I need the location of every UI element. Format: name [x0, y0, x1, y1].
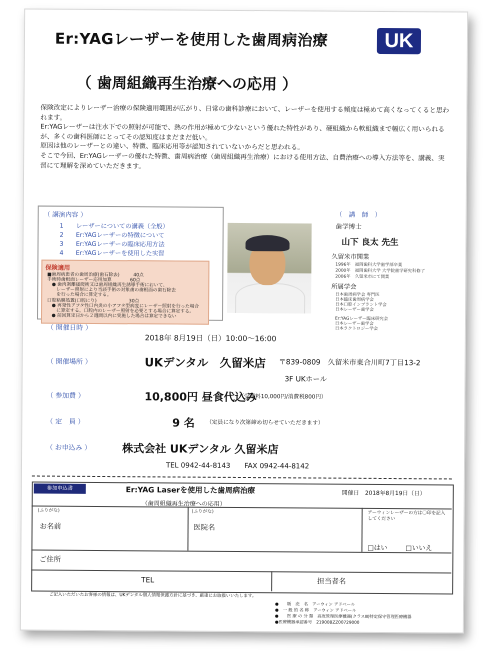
apply-label: （ お申込み ）: [46, 443, 92, 452]
lecturer-heading: （ 講 師 ）: [335, 210, 382, 219]
insurance-line: 口腔粘膜処置(口腔にり) 30点: [47, 298, 140, 305]
career-line: 2006年 久留米市にて開業: [335, 274, 390, 281]
application-form: [31, 482, 454, 595]
cut-line: [32, 476, 452, 480]
career-line: 2000年 福岡歯科大学 大学院歯学研究科修了: [335, 268, 426, 275]
capacity-note: （定員になり次第締め切らせていただきます）: [206, 419, 324, 427]
form-divider: [271, 571, 272, 591]
form-title: Er:YAG Laserを使用した歯周病治療: [125, 485, 256, 496]
insurance-line: 手術時歯根面レーザー応用加算 60点: [47, 277, 141, 284]
lecturer-degree: 歯学博士: [335, 222, 362, 231]
staff-field[interactable]: 担当者名: [317, 576, 346, 586]
course-heading: （ 講演内容 ）: [43, 210, 87, 219]
insurance-line: を行った場合に算定する。: [47, 292, 112, 299]
device-info: ● 販 売 名 アーウィン アドベール: [275, 601, 355, 607]
career-heading: 久留米市開業: [331, 253, 370, 261]
option-yes-checkbox[interactable]: □はい: [367, 543, 388, 553]
society-line: 日本ラクトロジー学会: [334, 326, 378, 332]
form-badge: 参加申込書: [34, 484, 86, 494]
name-field[interactable]: お名前: [39, 521, 62, 531]
insurance-line: ■歯周病患者の歯周治療(歯石除去) 40点: [47, 272, 144, 279]
kana-label: (ふりがな): [191, 509, 214, 515]
intro-paragraph: そこで今回、Er:YAGレーザーの優れた特徴、歯周病治療（歯周組織再生治療）における使用方法、自費治療への導入方法等を、講義、実習にて理解を深めていただきます。: [40, 151, 445, 170]
flyer-page: [20, 8, 468, 633]
laser-question: アーウィンレーザーの方は〇印を記入してください: [367, 510, 446, 523]
venue-label: （ 開催場所 ）: [46, 357, 92, 366]
insurance-line: ● 歯肉剥離搔爬術又は歯周組織再生誘導手術において、: [47, 282, 168, 289]
device-info: ● 一 般 的 名 称 アーウィン アドベール: [274, 607, 357, 613]
date-label: （ 開催日時 ）: [46, 323, 93, 332]
venue-address: 〒839-0809 久留米市東合川町7丁目13-2: [278, 357, 421, 368]
course-item: 2 Er:YAGレーザーの特徴について: [59, 231, 165, 240]
fee-label: （ 参加費 ）: [46, 391, 85, 400]
intro-paragraph: 保険改定によりレーザー治療の保険適用範囲が広がり、日常の歯科診療において、レーザーを使用する頻度は極めて高くなってくると思われます。: [40, 103, 450, 122]
device-info: ●医療機器承認番号 21900BZZ00729000: [274, 619, 360, 625]
event-date: 2018年 8月19日（日）10:00～16:00: [144, 333, 277, 344]
insurance-line: に算定する。口腔内のレーザー照射を必要とする場合に算定する。: [47, 308, 195, 315]
insurance-line: ● 再発性アフタ性口内炎の小アフタ型病変にレーザー照射を行った場合: [47, 303, 199, 310]
insurance-line: ● 前回算定日から２週間以内に実施した場合は算定できない: [47, 313, 177, 320]
lecturer-name: 山下 良太 先生: [341, 237, 399, 249]
uk-logo: UK: [377, 28, 421, 54]
organizer-name: 株式会社 UKデンタル 久留米店: [122, 442, 279, 457]
society-line: 日本口腔インプラント学会: [335, 302, 387, 308]
fee-note: （受講料10,000円/消費税800円）: [238, 393, 327, 401]
course-item: 1 レーザーについての講義（全般）: [59, 222, 169, 231]
career-line: 1996年 福岡歯科大学歯学部卒業: [335, 262, 403, 269]
society-line: Er:YAGレーザー臨床研究会: [334, 316, 389, 323]
flyer-subtitle: （ 歯周組織再生治療への応用 ）: [76, 73, 298, 94]
lecturer-photo: [227, 223, 312, 314]
flyer-title: Er:YAGレーザーを使用した歯周病治療: [54, 29, 329, 50]
intro-text: [40, 104, 450, 174]
form-date: 開催日 2018年8月19日（日）: [341, 490, 426, 498]
society-line: 日本レーザー歯学会: [334, 321, 374, 327]
insurance-heading: 保険適用: [45, 264, 71, 272]
option-no-checkbox[interactable]: □いいえ: [405, 544, 433, 553]
society-heading: 所属学会: [331, 283, 357, 291]
capacity-label: （ 定 員 ）: [46, 417, 85, 426]
event-venue: UKデンタル 久留米店: [144, 355, 266, 371]
venue-hall: 3F UKホール: [284, 374, 328, 384]
kana-label: (ふりがな): [37, 508, 60, 514]
intro-paragraph: 原因は他のレーザーとの違い、特徴、臨床応用等が認知されていないからだと思われる。: [40, 141, 304, 152]
event-capacity: 9 名: [172, 416, 195, 430]
tel-field[interactable]: TEL: [141, 575, 155, 585]
society-line: 日本臨床歯周病学会: [335, 297, 374, 303]
address-field[interactable]: ご住所: [39, 554, 61, 564]
society-line: 日本レーザー歯学会: [335, 307, 374, 313]
event-fee: 10,800円 昼食代込み: [144, 390, 257, 405]
course-item: 3 Er:YAGレーザーの臨床応用方法: [59, 240, 165, 249]
course-item: 4 Er:YAGレーザーを使用した实習: [59, 249, 165, 258]
form-subtitle: （歯周組織再生治療への応用）: [141, 500, 226, 508]
privacy-note: ご記入いただいたお客様の情報は、UKデンタル個人情報保護方針に基づき、厳重にお取扱いいたします。: [49, 592, 257, 600]
society-line: 日本歯周病学会 専門医: [335, 292, 380, 298]
organizer-contact: TEL 0942-44-8143 FAX 0942-44-8142: [165, 461, 310, 471]
device-info: ● 医 療 の 分 類 高度管理医療機器(クラスⅢ)特定保守管理医療機器: [274, 613, 412, 620]
intro-paragraph: Er:YAGレーザーは注水下での照射が可能で、熱の作用が極めて少ないという優れた特性があり、硬組織から軟組織まで幅広く用いられるが、多くの歯科医師にとってその認知度はまだまだ低い。: [40, 122, 445, 142]
insurance-line: レーザー照射により当該手術の対象歯の歯根面の歯石除去: [47, 287, 176, 294]
clinic-field[interactable]: 医院名: [193, 522, 216, 532]
